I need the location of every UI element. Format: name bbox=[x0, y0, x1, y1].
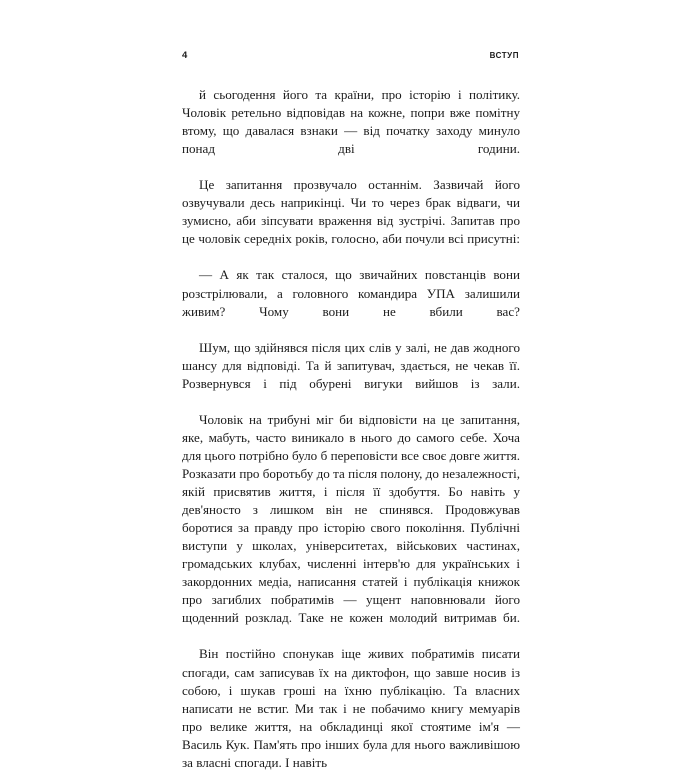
paragraph: й сьогодення його та країни, про історію і політику. Чоловік ретельно відповідав на кожне, попри вже помітну втому, що давалася взнаки — від початку заходу минуло понад дві години. bbox=[182, 87, 520, 157]
running-header bbox=[182, 50, 519, 64]
paragraph: Чоловік на трибуні міг би відповісти на це запитання, яке, мабуть, часто виникало в нього до самого себе. Хоча для цього потрібно було б переповісти все своє довге життя. Розказати про боротьбу до та після полону, до незалежності, якій присвятив життя, і після її здобуття. Бо навіть у дев'яносто з лишком він не спинявся. Продовжував боротися за правду про історію свого покоління. Публічні виступи у школах, університетах, військових частинах, громадських клубах, численні інтерв'ю для українських і закордонних медіа, написання статей і публікація книжок про загиблих побратимів — ущент наповнювали його щоденний розклад. Таке не кожен молодий витримав би. bbox=[182, 411, 520, 626]
paragraph: Шум, що здійнявся після цих слів у залі, не дав жодного шансу для відповіді. Та й запитувач, здається, не чекав її. Розвернувся і під обурені вигуки вийшов із зали. bbox=[182, 339, 520, 391]
body-text-block bbox=[182, 86, 520, 772]
paragraph: Він постійно спонукав іще живих побратимів писати спогади, сам записував їх на диктофон, що завше носив із собою, і шукав гроші на їхню публікацію. Та власних написати не встиг. Ми так і не побачимо книгу мемуарів про велике життя, на обкладинці якої стоятиме ім'я — Василь Кук. Пам'ять про інших була для нього важливішою за власні спогади. І навіть bbox=[182, 646, 520, 770]
paragraph-dialogue: — А як так сталося, що звичайних повстанців вони розстрілювали, а головного командира УПА залишили живим? Чому вони не вбили вас? bbox=[182, 267, 520, 319]
page-number: 4 bbox=[182, 50, 188, 61]
running-title: ВСТУП bbox=[489, 51, 519, 60]
paragraph: Це запитання прозвучало останнім. Зазвичай його озвучували десь наприкінці. Чи то через брак відваги, чи зумисно, аби зіпсувати враження від зустрічі. Запитав про це чоловік середніх років, голосно, аби почули всі присутні: bbox=[182, 177, 520, 247]
